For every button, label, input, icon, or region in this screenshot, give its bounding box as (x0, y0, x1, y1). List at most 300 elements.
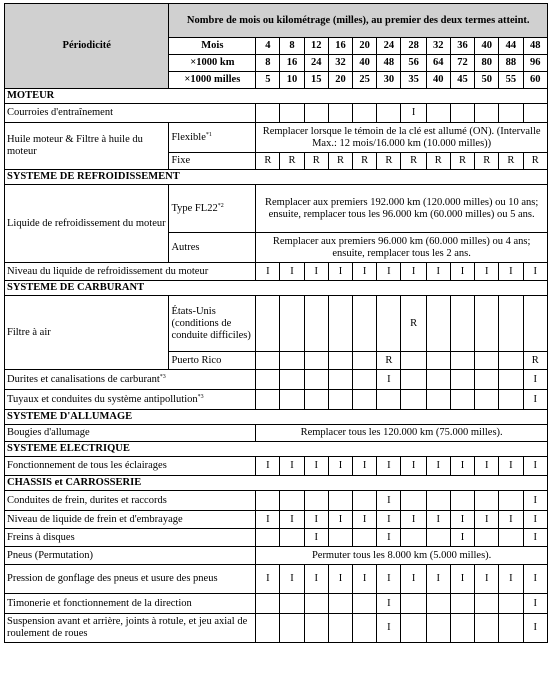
interval-cell (450, 352, 474, 370)
interval-cell-text: I (533, 494, 537, 506)
header-value-text: 96 (530, 57, 541, 68)
header-value (475, 55, 499, 72)
interval-cell (499, 614, 523, 643)
sub-label (169, 185, 256, 233)
header-value-text: 88 (505, 57, 517, 68)
interval-cell (377, 352, 401, 370)
header-value (256, 72, 280, 89)
sub-label (169, 153, 256, 170)
interval-cell-text: I (387, 573, 391, 584)
interval-cell (450, 457, 474, 476)
interval-text (256, 233, 548, 263)
interval-cell-text: I (290, 513, 294, 525)
interval-cell (523, 296, 548, 352)
interval-cell (280, 457, 304, 476)
interval-cell (499, 352, 523, 370)
maintenance-schedule-table (4, 3, 548, 643)
interval-cell-text: R (361, 155, 369, 166)
interval-cell (401, 457, 426, 476)
interval-cell (328, 529, 352, 547)
item-label (5, 390, 256, 410)
interval-cell (450, 565, 474, 594)
section-moteur (5, 89, 548, 104)
interval-cell (523, 263, 548, 281)
header-value-text: 55 (505, 74, 517, 85)
interval-cell (377, 565, 401, 594)
table-row (5, 425, 548, 442)
interval-cell (426, 614, 450, 643)
interval-cell (475, 594, 499, 614)
interval-cell (280, 565, 304, 594)
interval-cell (401, 614, 426, 643)
interval-cell-text: I (509, 460, 513, 471)
item-label-text: Huile moteur & Filtre à huile du moteur (7, 134, 143, 157)
interval-cell-text: R (336, 155, 344, 166)
interval-cell (377, 491, 401, 511)
section-allumage (5, 410, 548, 425)
interval-cell-text: R (507, 155, 515, 166)
interval-cell (475, 529, 499, 547)
sub-label (169, 296, 256, 352)
header-value (401, 72, 426, 89)
section-allumage-text: SYSTEME D'ALLUMAGE (7, 411, 133, 422)
item-label-text: Niveau de liquide de frein et d'embrayage (7, 513, 183, 525)
interval-cell (304, 529, 328, 547)
interval-cell (475, 390, 499, 410)
interval-cell-text: I (533, 573, 537, 584)
interval-cell-text: I (509, 513, 513, 525)
interval-cell (523, 594, 548, 614)
item-label (5, 565, 256, 594)
interval-cell (401, 153, 426, 170)
table-row (5, 614, 548, 643)
interval-cell-text: I (387, 373, 391, 385)
interval-cell (304, 370, 328, 390)
interval-cell-text: I (484, 573, 489, 584)
interval-cell (426, 529, 450, 547)
interval-cell (353, 370, 377, 390)
interval-cell (426, 594, 450, 614)
interval-cell (280, 104, 304, 123)
interval-cell (256, 511, 280, 529)
interval-cell (401, 491, 426, 511)
item-label (5, 547, 256, 565)
interval-cell-text: I (533, 373, 537, 385)
interval-cell (523, 352, 548, 370)
interval-cell (256, 390, 280, 410)
table-row (5, 565, 548, 594)
item-label-text: Filtre à air (7, 326, 51, 338)
interval-cell (401, 296, 426, 352)
header-value-text: 28 (408, 40, 419, 51)
header-value (475, 38, 499, 55)
header-row-label-text: ×1000 milles (184, 74, 241, 85)
interval-cell (523, 511, 548, 529)
interval-cell (475, 565, 499, 594)
header-value-text: 60 (530, 74, 541, 85)
interval-cell (304, 565, 328, 594)
interval-cell (328, 370, 352, 390)
interval-cell (280, 370, 304, 390)
interval-cell (353, 153, 377, 170)
header-value-text: 12 (311, 40, 322, 51)
interval-cell (304, 296, 328, 352)
interval-cell-text: R (410, 317, 418, 329)
interval-cell-text: I (533, 597, 537, 609)
interval-cell (353, 457, 377, 476)
interval-cell (353, 529, 377, 547)
interval-cell-text: I (509, 573, 513, 584)
interval-text (256, 547, 548, 565)
header-value-text: 40 (433, 74, 444, 85)
interval-cell (353, 491, 377, 511)
interval-cell (475, 614, 499, 643)
interval-cell (304, 457, 328, 476)
interval-cell (401, 352, 426, 370)
interval-cell (328, 457, 352, 476)
header-row-label-text: ×1000 km (190, 57, 235, 68)
item-label (5, 104, 256, 123)
item-label-text: Niveau du liquide de refroidissement du moteur (7, 265, 209, 277)
header-value-text: 48 (383, 57, 395, 68)
header-value-text: 56 (408, 57, 419, 68)
interval-cell-text: R (410, 155, 418, 166)
section-electrique (5, 442, 548, 457)
header-value (280, 38, 304, 55)
header-value (353, 72, 377, 89)
header-value-text: 24 (311, 57, 322, 68)
interval-title-text: Nombre de mois ou kilométrage (milles), au premier des deux termes atteint. (186, 14, 530, 26)
header-value (401, 55, 426, 72)
footnote-marker: *3 (197, 393, 204, 400)
interval-cell (353, 390, 377, 410)
interval-cell (426, 565, 450, 594)
interval-cell (377, 153, 401, 170)
item-label (5, 529, 256, 547)
header-value (377, 38, 401, 55)
interval-cell (450, 614, 474, 643)
interval-cell-text: I (338, 460, 343, 471)
interval-cell-text: I (338, 265, 343, 277)
header-value-text: 64 (433, 57, 444, 68)
interval-cell (280, 390, 304, 410)
interval-cell (304, 594, 328, 614)
item-label-text: Bougies d'allumage (7, 427, 90, 438)
interval-cell-text: I (314, 573, 318, 584)
table-row (5, 104, 548, 123)
interval-cell-text: I (411, 460, 416, 471)
interval-text-text: Remplacer aux premiers 96.000 km (60.000 milles) ou 4 ans; ensuite, remplacer tous les 2 ans. (272, 235, 531, 259)
interval-cell (450, 296, 474, 352)
interval-cell-text: I (387, 494, 391, 506)
header-value (450, 38, 474, 55)
interval-cell (450, 370, 474, 390)
section-row (5, 170, 548, 185)
interval-cell (499, 594, 523, 614)
interval-cell (280, 352, 304, 370)
interval-cell (377, 104, 401, 123)
table-row (5, 390, 548, 410)
item-label-text: Tuyaux et conduites du système antipollution (7, 393, 198, 405)
header-value (523, 72, 548, 89)
interval-cell (450, 511, 474, 529)
interval-cell (328, 104, 352, 123)
interval-cell-text: I (436, 573, 441, 584)
interval-cell-text: I (411, 513, 416, 525)
interval-cell (523, 390, 548, 410)
header-value (450, 55, 474, 72)
interval-cell (377, 614, 401, 643)
interval-text (256, 425, 548, 442)
item-label-text: Conduites de frein, durites et raccords (7, 494, 167, 506)
section-row (5, 476, 548, 491)
header-value-text: 4 (265, 40, 271, 51)
interval-cell (450, 153, 474, 170)
interval-cell (523, 529, 548, 547)
interval-cell-text: I (460, 513, 465, 525)
footnote-marker: *1 (205, 131, 212, 138)
table-row (5, 491, 548, 511)
header-value (256, 38, 280, 55)
header-value (280, 55, 304, 72)
interval-cell (256, 457, 280, 476)
header-value-text: 24 (383, 40, 395, 51)
header-value (353, 55, 377, 72)
sub-label (169, 233, 256, 263)
table-row (5, 511, 548, 529)
header-value-text: 50 (481, 74, 492, 85)
item-label-text: Suspension avant et arrière, joints à rotule, et jeu axial de roulement de roues (7, 616, 248, 639)
interval-cell-text: I (290, 573, 294, 584)
interval-cell (328, 352, 352, 370)
item-label (5, 491, 256, 511)
interval-cell (450, 263, 474, 281)
item-label (5, 296, 169, 370)
interval-cell (475, 263, 499, 281)
footnote-marker: *3 (159, 373, 166, 380)
interval-cell (450, 594, 474, 614)
interval-cell (304, 104, 328, 123)
header-value (304, 38, 328, 55)
interval-cell (256, 153, 280, 170)
header-value (499, 55, 523, 72)
interval-cell (328, 565, 352, 594)
interval-cell-text: I (411, 107, 416, 118)
section-row (5, 89, 548, 104)
interval-cell (256, 263, 280, 281)
interval-cell (377, 263, 401, 281)
section-refroidissement-text: SYSTEME DE REFROIDISSEMENT (7, 171, 180, 182)
interval-cell (280, 491, 304, 511)
interval-cell (426, 296, 450, 352)
interval-cell (475, 352, 499, 370)
sub-label (169, 352, 256, 370)
interval-cell (377, 390, 401, 410)
interval-cell-text: I (533, 460, 537, 471)
interval-cell (256, 529, 280, 547)
interval-cell (523, 457, 548, 476)
interval-cell-text: I (460, 573, 465, 584)
section-chassis-text: CHASSIS et CARROSSERIE (7, 477, 142, 488)
header-value-text: 20 (335, 74, 346, 85)
interval-cell (499, 529, 523, 547)
header-value (304, 72, 328, 89)
interval-cell-text: I (436, 265, 441, 277)
interval-cell-text: I (338, 573, 343, 584)
interval-cell (499, 296, 523, 352)
section-carburant-text: SYSTEME DE CARBURANT (7, 282, 145, 293)
interval-text (256, 185, 548, 233)
header-value-text: 10 (286, 74, 298, 85)
interval-cell-text: R (434, 155, 442, 166)
interval-cell (401, 370, 426, 390)
interval-cell-text: I (266, 265, 270, 277)
table-row (5, 123, 548, 153)
header-value (328, 38, 352, 55)
interval-cell (328, 390, 352, 410)
interval-cell-text: I (484, 513, 489, 525)
item-label (5, 123, 169, 170)
interval-text-text: Remplacer lorsque le témoin de la clé est allumé (ON). (Intervalle Max.: 12 mois/16.000 km (10.000 milles)) (262, 125, 541, 149)
sub-label-text: Type FL22 (171, 202, 218, 214)
interval-cell-text: I (314, 265, 318, 277)
section-moteur-text: MOTEUR (7, 90, 55, 101)
interval-cell (280, 594, 304, 614)
interval-cell-text: I (436, 513, 441, 525)
interval-cell (426, 370, 450, 390)
header-value (523, 55, 548, 72)
interval-text-text: Remplacer aux premiers 192.000 km (120.000 milles) ou 10 ans; ensuite, remplacer tous les 96.000 km (60.000 milles) ou 5 ans. (265, 196, 539, 220)
interval-cell (377, 511, 401, 529)
interval-cell-text: I (266, 460, 270, 471)
interval-cell-text: I (411, 573, 416, 584)
item-label (5, 185, 169, 263)
interval-cell (280, 153, 304, 170)
header-value (353, 38, 377, 55)
interval-cell-text: I (387, 622, 391, 633)
header-value (328, 55, 352, 72)
header-row-label (169, 72, 256, 89)
interval-cell (499, 263, 523, 281)
interval-cell (426, 352, 450, 370)
header-value (328, 72, 352, 89)
section-chassis (5, 476, 548, 491)
header-value-text: 45 (457, 74, 468, 85)
header-value-text: 25 (359, 74, 370, 85)
interval-cell (256, 104, 280, 123)
header-value-text: 48 (530, 40, 541, 51)
interval-cell (523, 104, 548, 123)
section-row (5, 281, 548, 296)
interval-cell-text: I (290, 265, 294, 277)
interval-cell (475, 457, 499, 476)
interval-cell (450, 491, 474, 511)
interval-cell-text: I (484, 265, 489, 277)
sub-label-text: Fixe (171, 155, 191, 166)
interval-cell (280, 296, 304, 352)
interval-cell-text: I (533, 622, 537, 633)
interval-cell (304, 263, 328, 281)
interval-cell-text: I (314, 460, 318, 471)
interval-cell (353, 263, 377, 281)
interval-cell-text: R (288, 155, 296, 166)
item-label-text: Fonctionnement de tous les éclairages (7, 460, 167, 471)
header-value (377, 55, 401, 72)
interval-cell (353, 104, 377, 123)
interval-cell-text: R (385, 155, 393, 166)
interval-cell (280, 263, 304, 281)
interval-cell (377, 296, 401, 352)
header-value (426, 72, 450, 89)
interval-cell (401, 104, 426, 123)
interval-cell (523, 614, 548, 643)
header-value-text: 15 (311, 74, 322, 85)
header-value-text: 8 (265, 57, 271, 68)
header-value-text: 40 (481, 40, 492, 51)
interval-cell (426, 263, 450, 281)
interval-cell (304, 491, 328, 511)
interval-cell-text: I (533, 393, 537, 405)
interval-cell (328, 594, 352, 614)
periodicite-header (5, 4, 169, 89)
interval-cell (377, 594, 401, 614)
item-label-text: Freins à disques (7, 531, 75, 543)
interval-cell (353, 594, 377, 614)
interval-cell (377, 457, 401, 476)
interval-cell-text: I (533, 265, 537, 277)
interval-cell (499, 457, 523, 476)
interval-cell (523, 370, 548, 390)
interval-cell (523, 491, 548, 511)
interval-cell (523, 565, 548, 594)
interval-cell (401, 390, 426, 410)
item-label-text: Pression de gonflage des pneus et usure des pneus (7, 573, 218, 584)
interval-cell (523, 153, 548, 170)
interval-cell (353, 565, 377, 594)
header-value (280, 72, 304, 89)
header-value-text: 36 (457, 40, 468, 51)
header-value-text: 44 (505, 40, 517, 51)
interval-cell-text: I (362, 513, 367, 525)
sub-label-text: Flexible (171, 131, 206, 143)
header-value (304, 55, 328, 72)
interval-cell-text: I (460, 460, 465, 471)
interval-cell-text: R (531, 155, 539, 166)
interval-cell-text: I (387, 460, 391, 471)
header-value (426, 38, 450, 55)
interval-cell (499, 370, 523, 390)
interval-cell (328, 153, 352, 170)
header-value-text: 80 (481, 57, 492, 68)
section-row (5, 410, 548, 425)
interval-cell (256, 296, 280, 352)
interval-cell (475, 491, 499, 511)
interval-text-text: Remplacer tous les 120.000 km (75.000 milles). (300, 427, 503, 438)
interval-cell (304, 153, 328, 170)
interval-cell (328, 263, 352, 281)
interval-cell-text: I (460, 531, 465, 543)
item-label-text: Courroies d'entraînement (7, 107, 113, 118)
interval-cell (450, 529, 474, 547)
interval-cell (280, 529, 304, 547)
interval-cell-text: R (312, 155, 320, 166)
header-value-text: 8 (289, 40, 295, 51)
interval-cell (256, 614, 280, 643)
interval-cell (499, 491, 523, 511)
sub-label-text: Puerto Rico (171, 354, 222, 366)
table-row (5, 185, 548, 233)
header-value (450, 72, 474, 89)
